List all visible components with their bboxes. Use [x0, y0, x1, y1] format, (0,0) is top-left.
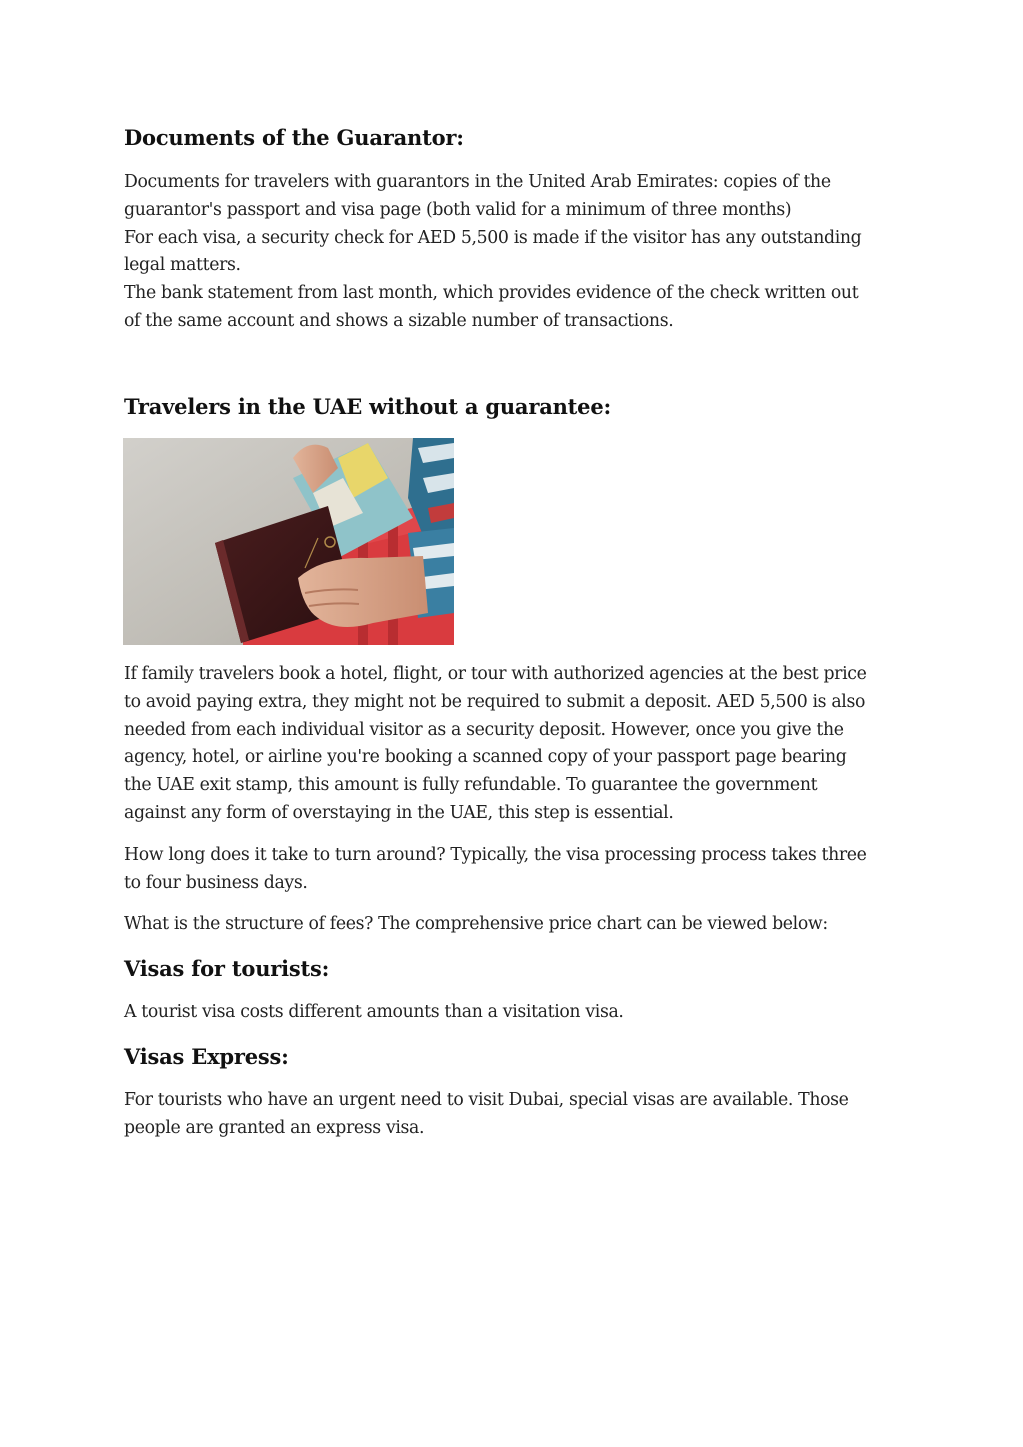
text-line: of the same account and shows a sizable number of transactions.: [124, 310, 674, 331]
text-line: For tourists who have an urgent need to visit Dubai, special visas are available. Those: [124, 1090, 849, 1110]
paragraph-express-visas: [124, 1087, 904, 1143]
paragraph-guarantor-documents: [124, 169, 904, 336]
text-line: guarantor's passport and visa page (both valid for a minimum of three months): [124, 199, 792, 220]
paragraph-processing-time: [124, 842, 904, 898]
text-line: needed from each individual visitor as a security deposit. However, once you give the: [124, 719, 844, 740]
text-line: A tourist visa costs different amounts than a visitation visa.: [124, 1002, 624, 1022]
text-line: For each visa, a security check for AED 5,500 is made if the visitor has any outstanding: [124, 227, 862, 248]
text-line: to four business days.: [124, 872, 308, 893]
text-line: people are granted an express visa.: [124, 1117, 425, 1138]
text-line: against any form of overstaying in the UAE, this step is essential.: [124, 802, 674, 823]
text-line: How long does it take to turn around? Typically, the visa processing process takes three: [124, 845, 867, 865]
heading-travelers-without-guarantee: Travelers in the UAE without a guarantee:: [124, 394, 612, 419]
heading-tourist-visas: Visas for tourists:: [124, 956, 330, 981]
paragraph-deposit-info: [124, 661, 904, 828]
text-line: If family travelers book a hotel, flight, or tour with authorized agencies at the best price: [124, 664, 867, 684]
text-line: The bank statement from last month, which provides evidence of the check written out: [124, 283, 859, 304]
text-line: legal matters.: [124, 255, 241, 276]
paragraph-tourist-visas: [124, 999, 904, 1027]
text-line: Documents for travelers with guarantors in the United Arab Emirates: copies of the: [124, 172, 831, 192]
paragraph-fee-structure: [124, 911, 904, 939]
text-line: to avoid paying extra, they might not be required to submit a deposit. AED 5,500 is also: [124, 691, 866, 712]
text-line: agency, hotel, or airline you're booking a scanned copy of your passport page bearing: [124, 747, 847, 768]
text-line: What is the structure of fees? The comprehensive price chart can be viewed below:: [124, 914, 828, 934]
heading-express-visas: Visas Express:: [124, 1044, 289, 1069]
text-line: the UAE exit stamp, this amount is fully refundable. To guarantee the government: [124, 775, 818, 796]
passport-photo: [123, 438, 454, 645]
passport-photo-illustration: [123, 438, 454, 645]
heading-guarantor-documents: Documents of the Guarantor:: [124, 125, 464, 150]
